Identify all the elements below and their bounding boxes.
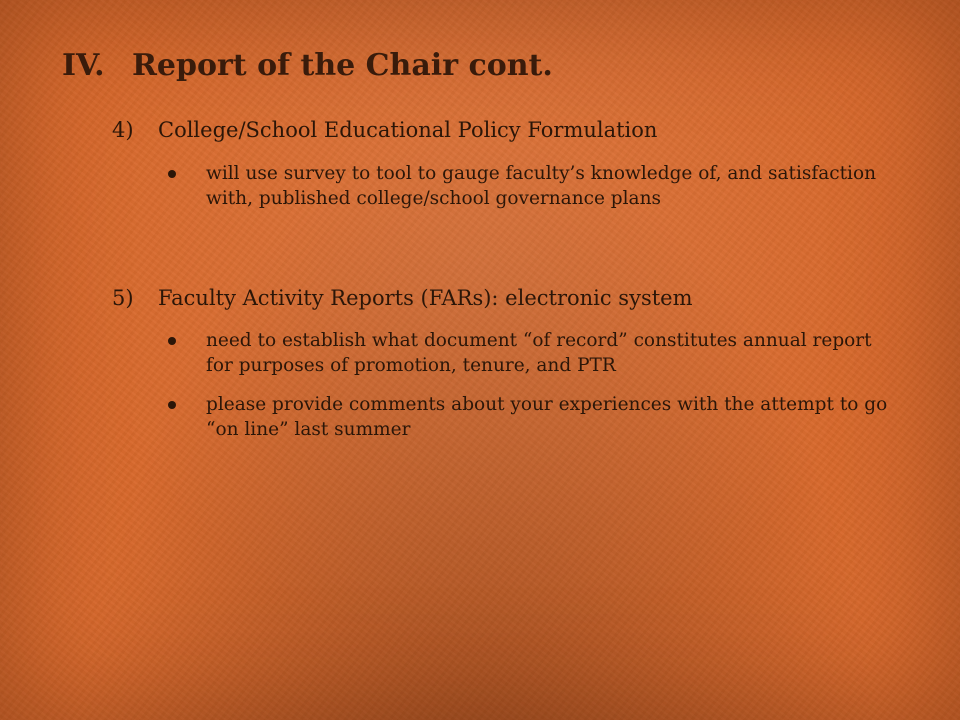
bullet-text: will use survey to tool to gauge faculty’s knowledge of, and satisfaction with, published college/school governance plans <box>206 163 877 209</box>
agenda-item-5 <box>112 286 892 310</box>
bullet-text: need to establish what document “of record” constitutes annual report for purposes of promotion, tenure, and PTR <box>206 330 872 376</box>
bullet-dot-icon <box>168 337 176 345</box>
title-number: IV. <box>62 48 105 83</box>
title-text: Report of the Chair cont. <box>132 48 553 83</box>
slide-title <box>62 48 553 83</box>
item-number: 5) <box>112 286 134 310</box>
bullet-item <box>160 328 900 378</box>
bullet-text: please provide comments about your experiences with the attempt to go “on line” last summer <box>206 394 888 440</box>
agenda-item-4 <box>112 118 892 142</box>
item-heading: College/School Educational Policy Formulation <box>158 118 658 142</box>
bullet-dot-icon <box>168 170 176 178</box>
bullet-item <box>160 161 900 211</box>
item-number: 4) <box>112 118 134 142</box>
bullet-dot-icon <box>168 401 176 409</box>
item-4-bullet-list <box>160 161 900 225</box>
bullet-item <box>160 392 900 442</box>
item-heading: Faculty Activity Reports (FARs): electronic system <box>158 286 693 310</box>
item-5-bullet-list <box>160 328 900 456</box>
